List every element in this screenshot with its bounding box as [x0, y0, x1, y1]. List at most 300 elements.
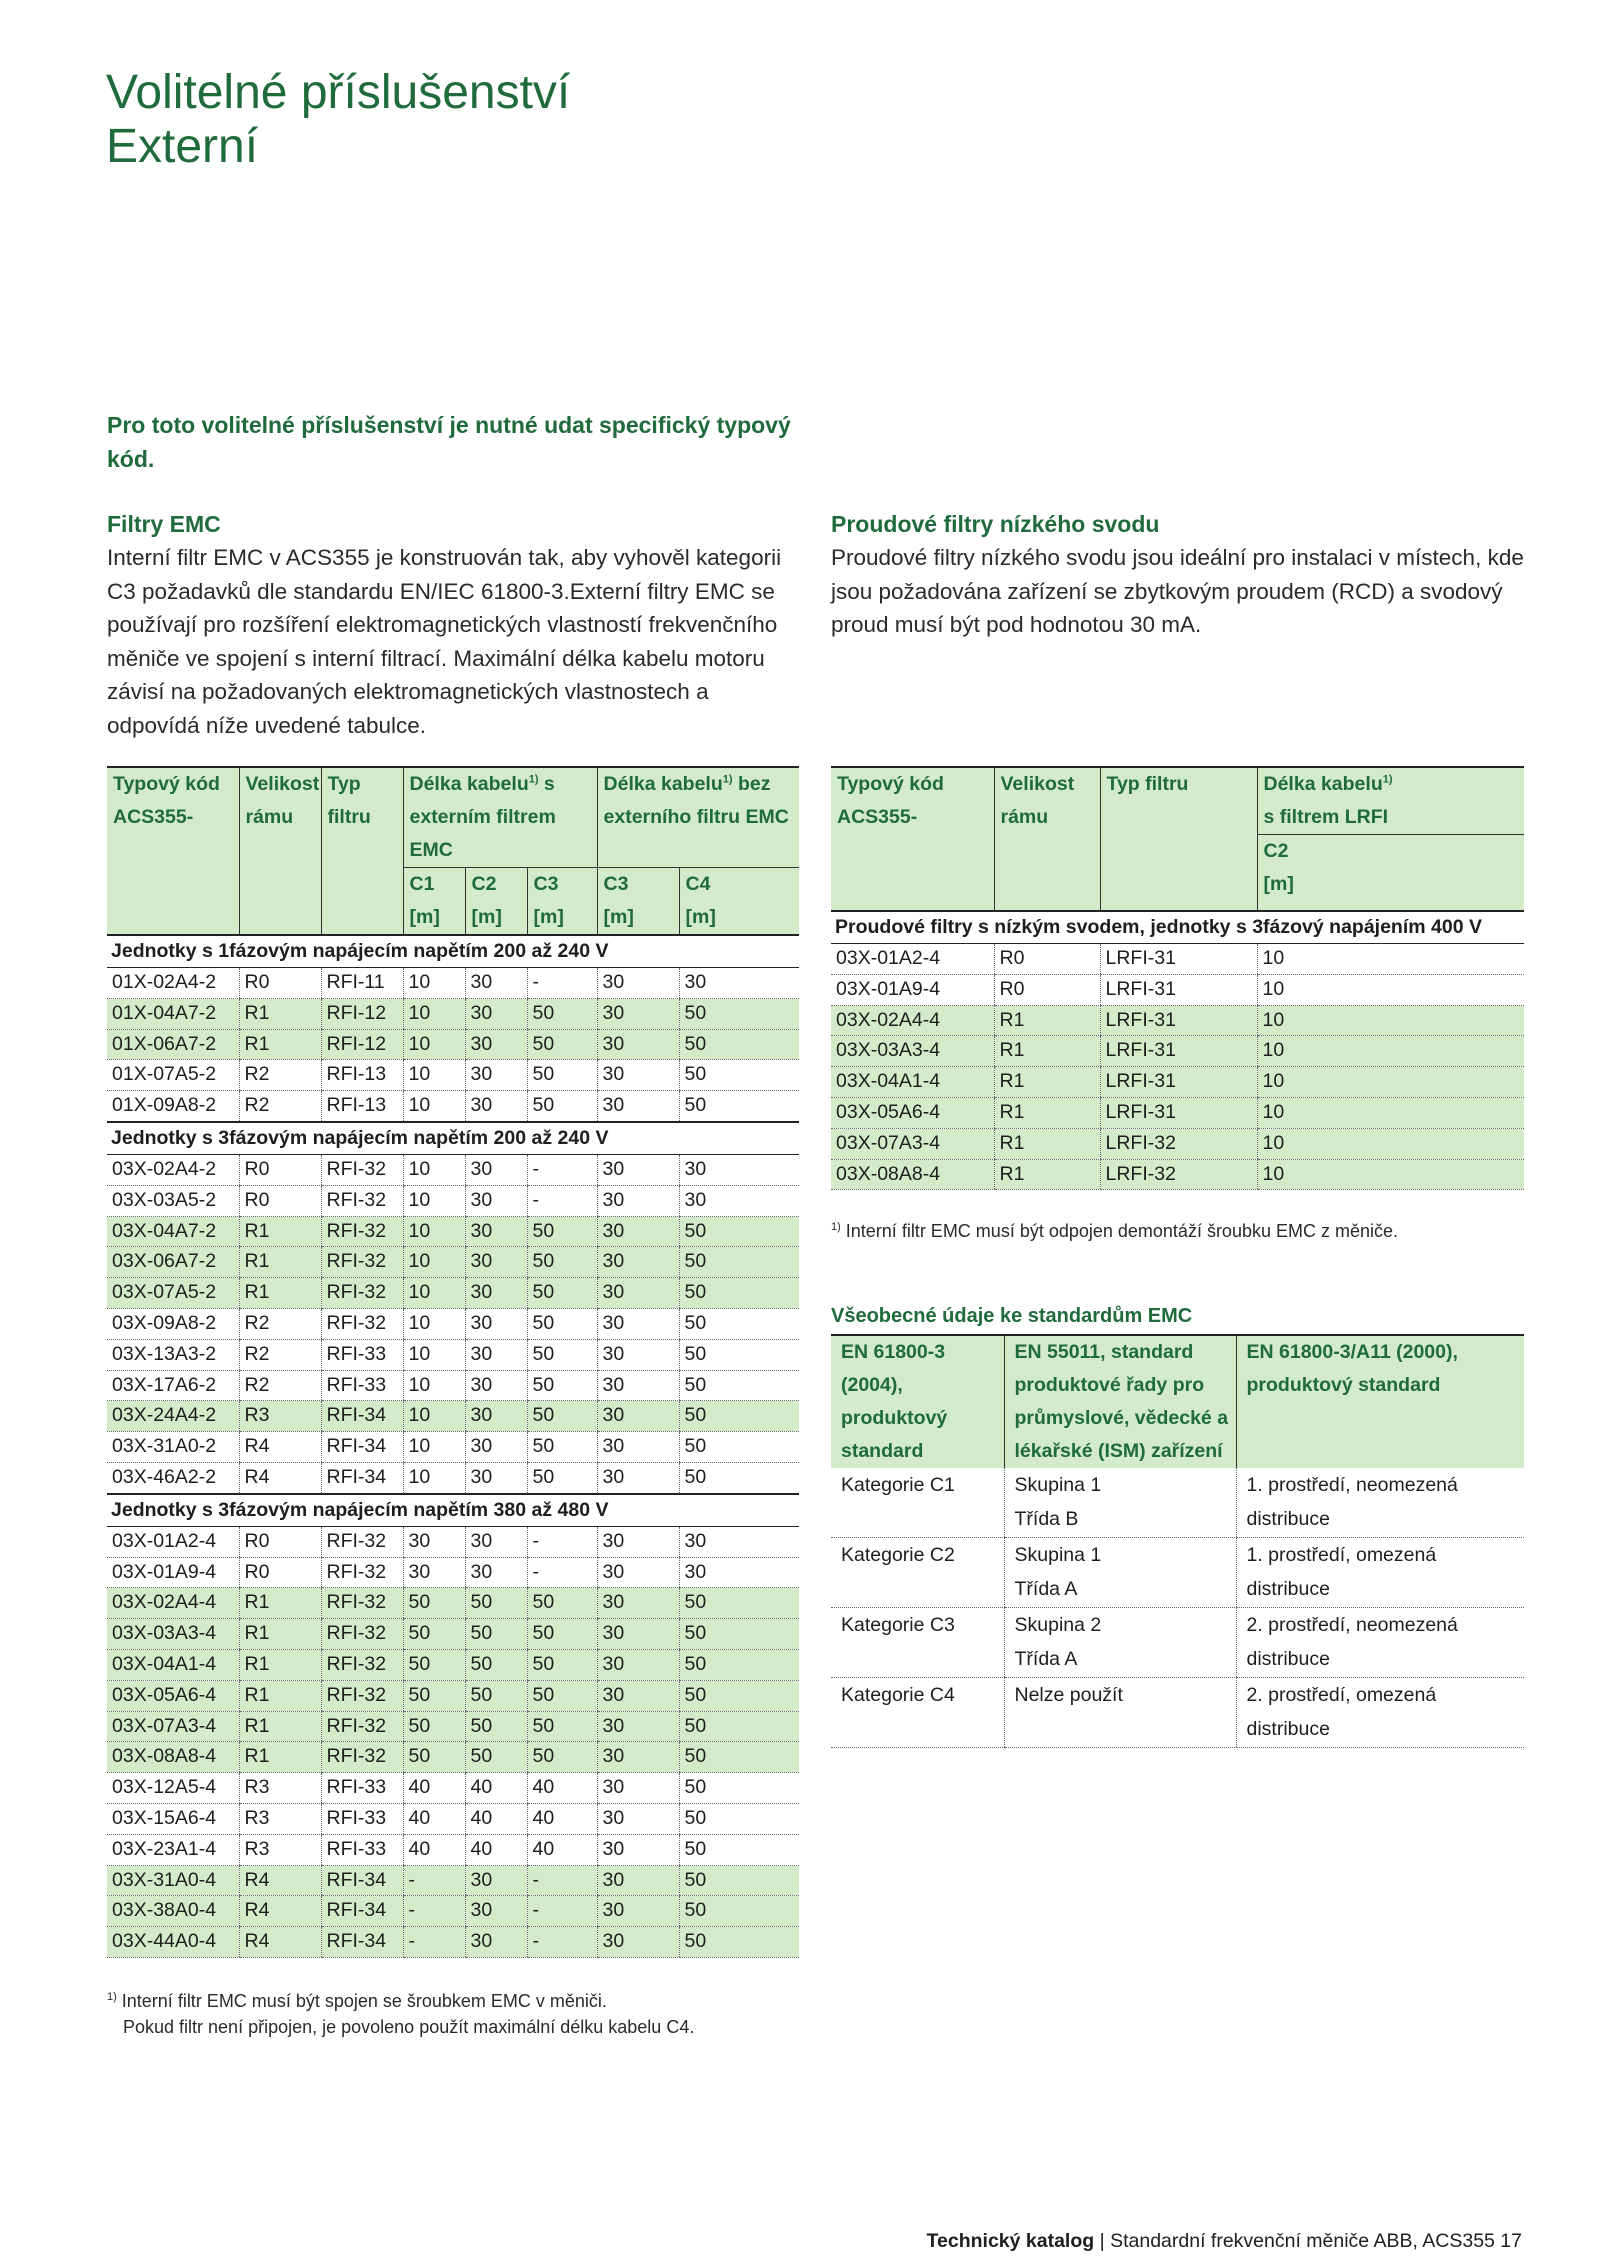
- table-cell: 50: [403, 1711, 465, 1742]
- emc-standards-table: [831, 1334, 1524, 1748]
- col-filter-type: Typ filtru: [1100, 767, 1257, 911]
- table-cell: 30: [679, 1557, 799, 1588]
- table-cell: 40: [527, 1803, 597, 1834]
- table-row: [831, 1036, 1524, 1067]
- table-cell: 50: [527, 1432, 597, 1463]
- table-cell: R3: [239, 1834, 321, 1865]
- table-cell: R1: [994, 1097, 1100, 1128]
- col-frame-size: Velikost rámu: [239, 767, 321, 935]
- table-cell: 10: [403, 1401, 465, 1432]
- table-cell: 50: [403, 1680, 465, 1711]
- table-row: [831, 1005, 1524, 1036]
- table-cell: 03X-15A6-4: [107, 1803, 239, 1834]
- table-cell: 30: [597, 1154, 679, 1185]
- table-cell: 30: [597, 1803, 679, 1834]
- col-c3-no-ext: C3 [m]: [597, 868, 679, 936]
- table-cell: 10: [403, 1154, 465, 1185]
- table-cell: 30: [597, 1185, 679, 1216]
- table-cell: 2. prostředí, neomezená distribuce: [1236, 1608, 1524, 1678]
- table-cell: 30: [465, 1247, 527, 1278]
- table-cell: 30: [597, 1029, 679, 1060]
- col-en61800-3: EN 61800-3 (2004), produktový standard: [831, 1335, 1004, 1468]
- table-cell: 40: [403, 1834, 465, 1865]
- table-cell: 01X-04A7-2: [107, 998, 239, 1029]
- table-cell: 50: [465, 1649, 527, 1680]
- table-cell: RFI-32: [321, 1154, 403, 1185]
- table-cell: 40: [465, 1834, 527, 1865]
- table-cell: Kategorie C2: [831, 1538, 1004, 1608]
- table-row: [107, 1154, 799, 1185]
- table-cell: 50: [679, 1865, 799, 1896]
- table-cell: 50: [403, 1742, 465, 1773]
- table-cell: 10: [1257, 1036, 1524, 1067]
- table-cell: 50: [527, 1588, 597, 1619]
- table-cell: 30: [465, 1370, 527, 1401]
- table-cell: 1. prostředí, omezená distribuce: [1236, 1538, 1524, 1608]
- table-cell: RFI-32: [321, 1619, 403, 1650]
- emc-group-title: Jednotky s 1fázovým napájecím napětím 200 až 240 V: [107, 935, 799, 968]
- table-cell: 10: [1257, 1128, 1524, 1159]
- table-cell: 50: [527, 1091, 597, 1122]
- table-cell: -: [527, 1927, 597, 1958]
- table-cell: R2: [239, 1060, 321, 1091]
- table-cell: RFI-12: [321, 1029, 403, 1060]
- table-cell: 03X-05A6-4: [107, 1680, 239, 1711]
- table-cell: 50: [465, 1711, 527, 1742]
- table-cell: RFI-32: [321, 1742, 403, 1773]
- table-cell: 50: [527, 1462, 597, 1493]
- table-cell: Skupina 2 Třída A: [1004, 1608, 1236, 1678]
- table-cell: R1: [239, 1029, 321, 1060]
- table-cell: 30: [597, 1773, 679, 1804]
- table-cell: 30: [465, 1339, 527, 1370]
- table-cell: RFI-32: [321, 1308, 403, 1339]
- table-cell: R2: [239, 1308, 321, 1339]
- table-cell: R1: [239, 1649, 321, 1680]
- table-row: [107, 1896, 799, 1927]
- table-cell: Nelze použít: [1004, 1678, 1236, 1748]
- table-cell: R2: [239, 1339, 321, 1370]
- table-cell: R0: [994, 974, 1100, 1005]
- table-cell: 50: [527, 1278, 597, 1309]
- table-cell: 30: [597, 1216, 679, 1247]
- table-cell: 10: [1257, 974, 1524, 1005]
- table-cell: 30: [679, 1526, 799, 1557]
- table-cell: RFI-32: [321, 1526, 403, 1557]
- table-cell: R1: [994, 1067, 1100, 1098]
- table-cell: 30: [597, 998, 679, 1029]
- table-cell: 10: [1257, 1159, 1524, 1190]
- table-cell: 10: [403, 1370, 465, 1401]
- table-cell: 30: [465, 1526, 527, 1557]
- table-cell: 03X-24A4-2: [107, 1401, 239, 1432]
- col-c2: C2 [m]: [465, 868, 527, 936]
- table-cell: 01X-09A8-2: [107, 1091, 239, 1122]
- table-row: [831, 1678, 1524, 1748]
- table-cell: 03X-08A8-4: [107, 1742, 239, 1773]
- table-row: [107, 1060, 799, 1091]
- col-type-code: Typový kód ACS355-: [831, 767, 994, 911]
- table-row: [831, 1159, 1524, 1190]
- table-cell: R0: [239, 1185, 321, 1216]
- table-cell: 03X-01A9-4: [107, 1557, 239, 1588]
- table-row: [831, 1468, 1524, 1538]
- table-row: [107, 1308, 799, 1339]
- table-row: [107, 1029, 799, 1060]
- table-cell: 03X-44A0-4: [107, 1927, 239, 1958]
- table-cell: 03X-01A2-4: [831, 944, 994, 975]
- table-cell: R0: [239, 1526, 321, 1557]
- table-cell: RFI-34: [321, 1432, 403, 1463]
- lrfi-heading: Proudové filtry nízkého svodu: [831, 511, 1160, 537]
- table-cell: RFI-33: [321, 1834, 403, 1865]
- table-cell: 10: [403, 1432, 465, 1463]
- table-cell: 30: [597, 1462, 679, 1493]
- table-cell: RFI-32: [321, 1649, 403, 1680]
- table-cell: R4: [239, 1432, 321, 1463]
- table-cell: 03X-07A5-2: [107, 1278, 239, 1309]
- col-frame-size: Velikost rámu: [994, 767, 1100, 911]
- table-row: [107, 1649, 799, 1680]
- table-cell: 30: [465, 1154, 527, 1185]
- col-filter-type: Typ filtru: [321, 767, 403, 935]
- table-cell: 30: [597, 1742, 679, 1773]
- table-cell: 30: [597, 1557, 679, 1588]
- table-cell: 50: [465, 1680, 527, 1711]
- page-title-line1: Volitelné příslušenství: [106, 66, 571, 119]
- table-cell: R2: [239, 1091, 321, 1122]
- table-cell: 30: [465, 1185, 527, 1216]
- table-cell: 01X-07A5-2: [107, 1060, 239, 1091]
- table-cell: RFI-33: [321, 1370, 403, 1401]
- table-cell: 30: [597, 1927, 679, 1958]
- page-title-line2: Externí: [106, 120, 259, 173]
- table-cell: 30: [465, 1278, 527, 1309]
- table-cell: 03X-04A1-4: [831, 1067, 994, 1098]
- table-cell: 50: [679, 1619, 799, 1650]
- table-row: [107, 1803, 799, 1834]
- table-cell: R1: [239, 1216, 321, 1247]
- table-cell: 50: [403, 1588, 465, 1619]
- table-cell: 40: [403, 1803, 465, 1834]
- table-row: [831, 974, 1524, 1005]
- table-cell: 50: [527, 1247, 597, 1278]
- table-cell: R1: [239, 998, 321, 1029]
- table-cell: 40: [527, 1773, 597, 1804]
- intro-note: Pro toto volitelné příslušenství je nutné udat specifický typový kód.: [107, 412, 791, 472]
- table-cell: 30: [403, 1526, 465, 1557]
- table-cell: 30: [465, 1029, 527, 1060]
- col-cable-length: Délka kabelu$^{1)}$ s filtrem LRFI: [1257, 767, 1524, 835]
- page-title: [106, 66, 570, 174]
- table-cell: RFI-34: [321, 1865, 403, 1896]
- table-cell: R4: [239, 1462, 321, 1493]
- table-cell: RFI-32: [321, 1185, 403, 1216]
- table-cell: 50: [679, 1432, 799, 1463]
- table-cell: R1: [239, 1588, 321, 1619]
- table-row: [107, 1185, 799, 1216]
- table-row: [107, 1091, 799, 1122]
- table-cell: LRFI-32: [1100, 1159, 1257, 1190]
- table-cell: 50: [527, 1619, 597, 1650]
- table-cell: 03X-04A1-4: [107, 1649, 239, 1680]
- table-cell: -: [527, 1557, 597, 1588]
- table-cell: 03X-03A5-2: [107, 1185, 239, 1216]
- table-cell: 50: [527, 1680, 597, 1711]
- table-cell: R4: [239, 1927, 321, 1958]
- table-cell: 30: [465, 1432, 527, 1463]
- table-cell: 30: [597, 1308, 679, 1339]
- table-cell: 50: [527, 1216, 597, 1247]
- table-cell: 30: [597, 1711, 679, 1742]
- col-c1: C1 [m]: [403, 868, 465, 936]
- col-c2: C2 [m]: [1257, 835, 1524, 912]
- table-cell: 03X-01A2-4: [107, 1526, 239, 1557]
- table-row: [107, 1680, 799, 1711]
- table-row: [107, 1557, 799, 1588]
- table-cell: 30: [465, 1462, 527, 1493]
- table-cell: 50: [679, 1834, 799, 1865]
- table-cell: 30: [597, 1588, 679, 1619]
- table-cell: -: [403, 1896, 465, 1927]
- table-cell: 50: [527, 1742, 597, 1773]
- table-cell: R3: [239, 1401, 321, 1432]
- table-cell: LRFI-31: [1100, 1097, 1257, 1128]
- table-row: [107, 998, 799, 1029]
- table-cell: Kategorie C1: [831, 1468, 1004, 1538]
- table-cell: 50: [679, 1742, 799, 1773]
- table-cell: 30: [597, 1401, 679, 1432]
- table-cell: LRFI-31: [1100, 1036, 1257, 1067]
- table-cell: R4: [239, 1865, 321, 1896]
- table-cell: 30: [597, 1278, 679, 1309]
- table-cell: 2. prostředí, omezená distribuce: [1236, 1678, 1524, 1748]
- table-cell: R4: [239, 1896, 321, 1927]
- table-cell: LRFI-31: [1100, 1067, 1257, 1098]
- table-cell: 03X-13A3-2: [107, 1339, 239, 1370]
- table-cell: Kategorie C3: [831, 1608, 1004, 1678]
- table-cell: -: [527, 1896, 597, 1927]
- table-cell: 30: [465, 1401, 527, 1432]
- emc-table-footnote: $^{1)}$ Interní filtr EMC musí být spojen se šroubkem EMC v měniči. Pokud filtr není připojen, je povoleno použít maximální délku kabelu C4.: [107, 1991, 695, 2037]
- table-row: [107, 1711, 799, 1742]
- table-cell: RFI-34: [321, 1896, 403, 1927]
- table-cell: 30: [597, 1896, 679, 1927]
- table-row: [107, 1588, 799, 1619]
- table-cell: 50: [679, 1803, 799, 1834]
- table-cell: RFI-33: [321, 1339, 403, 1370]
- table-cell: 10: [1257, 1005, 1524, 1036]
- table-cell: 30: [597, 1247, 679, 1278]
- table-cell: 30: [465, 1216, 527, 1247]
- table-row: [107, 1339, 799, 1370]
- table-cell: 30: [679, 1185, 799, 1216]
- table-cell: 10: [403, 1278, 465, 1309]
- table-cell: 03X-23A1-4: [107, 1834, 239, 1865]
- table-cell: 50: [527, 1308, 597, 1339]
- table-cell: 03X-04A7-2: [107, 1216, 239, 1247]
- table-cell: RFI-32: [321, 1711, 403, 1742]
- table-cell: 30: [597, 1865, 679, 1896]
- table-cell: LRFI-31: [1100, 1005, 1257, 1036]
- table-cell: 50: [679, 1247, 799, 1278]
- emc-standards-heading: Všeobecné údaje ke standardům EMC: [831, 1305, 1193, 1327]
- table-cell: RFI-32: [321, 1216, 403, 1247]
- table-cell: R1: [994, 1159, 1100, 1190]
- table-cell: RFI-32: [321, 1247, 403, 1278]
- table-cell: 03X-02A4-4: [831, 1005, 994, 1036]
- table-row: [107, 1432, 799, 1463]
- table-cell: 30: [597, 1370, 679, 1401]
- table-cell: 50: [679, 1308, 799, 1339]
- col-cable-length-no-ext: Délka kabelu$^{1)}$ bez externího filtru EMC: [597, 767, 799, 868]
- table-cell: 50: [527, 1029, 597, 1060]
- table-row: [831, 1538, 1524, 1608]
- emc-heading: Filtry EMC: [107, 511, 221, 537]
- table-cell: 03X-31A0-2: [107, 1432, 239, 1463]
- lrfi-group-title: Proudové filtry s nízkým svodem, jednotky s 3fázový napájením 400 V: [831, 911, 1524, 944]
- table-cell: 01X-02A4-2: [107, 968, 239, 999]
- table-cell: 30: [465, 968, 527, 999]
- table-cell: R1: [239, 1247, 321, 1278]
- table-row: [107, 1742, 799, 1773]
- table-row: [107, 1834, 799, 1865]
- table-cell: RFI-32: [321, 1278, 403, 1309]
- table-cell: 03X-05A6-4: [831, 1097, 994, 1128]
- table-cell: 50: [679, 1711, 799, 1742]
- table-cell: R0: [239, 1557, 321, 1588]
- table-cell: 30: [465, 998, 527, 1029]
- table-cell: 40: [465, 1803, 527, 1834]
- table-cell: 30: [465, 1060, 527, 1091]
- table-cell: 50: [679, 1401, 799, 1432]
- table-cell: -: [527, 1185, 597, 1216]
- table-cell: RFI-33: [321, 1803, 403, 1834]
- table-cell: 50: [679, 1216, 799, 1247]
- table-cell: 50: [465, 1742, 527, 1773]
- table-cell: 50: [679, 1278, 799, 1309]
- table-cell: R3: [239, 1803, 321, 1834]
- table-cell: 10: [403, 1462, 465, 1493]
- table-cell: 50: [527, 1370, 597, 1401]
- table-cell: 50: [679, 1680, 799, 1711]
- table-cell: 01X-06A7-2: [107, 1029, 239, 1060]
- table-cell: 03X-38A0-4: [107, 1896, 239, 1927]
- table-cell: 10: [1257, 1097, 1524, 1128]
- table-row: [107, 1619, 799, 1650]
- table-cell: 03X-46A2-2: [107, 1462, 239, 1493]
- emc-group-title: Jednotky s 3fázovým napájecím napětím 200 až 240 V: [107, 1122, 799, 1155]
- col-c3-ext: C3 [m]: [527, 868, 597, 936]
- table-cell: 50: [679, 1091, 799, 1122]
- table-cell: 30: [597, 1339, 679, 1370]
- table-cell: 03X-02A4-2: [107, 1154, 239, 1185]
- table-cell: -: [403, 1865, 465, 1896]
- table-cell: 50: [679, 1927, 799, 1958]
- table-cell: 40: [465, 1773, 527, 1804]
- table-cell: 50: [679, 1773, 799, 1804]
- table-cell: -: [527, 1526, 597, 1557]
- table-cell: 50: [403, 1649, 465, 1680]
- table-cell: 30: [597, 1432, 679, 1463]
- table-cell: 30: [597, 1649, 679, 1680]
- table-cell: 30: [597, 1834, 679, 1865]
- table-cell: 30: [597, 1526, 679, 1557]
- table-cell: 30: [597, 1680, 679, 1711]
- lrfi-table-footnote: $^{1)}$ Interní filtr EMC musí být odpojen demontáží šroubku EMC z měniče.: [831, 1221, 1399, 1241]
- table-cell: RFI-13: [321, 1091, 403, 1122]
- page-footer: Technický katalog | Standardní frekvenční měniče ABB, ACS355 17: [926, 2230, 1522, 2252]
- table-row: [831, 1067, 1524, 1098]
- table-cell: 50: [527, 1401, 597, 1432]
- table-row: [107, 1773, 799, 1804]
- table-cell: 10: [403, 1308, 465, 1339]
- table-row: [107, 1865, 799, 1896]
- table-cell: 30: [465, 1308, 527, 1339]
- table-cell: LRFI-32: [1100, 1128, 1257, 1159]
- table-cell: 03X-08A8-4: [831, 1159, 994, 1190]
- table-row: [107, 1247, 799, 1278]
- col-type-code: Typový kód ACS355-: [107, 767, 239, 935]
- table-cell: -: [527, 1154, 597, 1185]
- table-cell: 30: [465, 1091, 527, 1122]
- table-cell: 50: [679, 1060, 799, 1091]
- table-cell: 50: [527, 998, 597, 1029]
- table-cell: RFI-32: [321, 1557, 403, 1588]
- table-cell: R3: [239, 1773, 321, 1804]
- table-cell: 50: [465, 1619, 527, 1650]
- table-cell: 30: [465, 1557, 527, 1588]
- table-cell: 30: [679, 1154, 799, 1185]
- table-cell: 30: [597, 968, 679, 999]
- table-cell: R0: [239, 968, 321, 999]
- table-cell: 03X-07A3-4: [107, 1711, 239, 1742]
- table-cell: R1: [994, 1036, 1100, 1067]
- table-cell: 30: [465, 1896, 527, 1927]
- table-cell: 50: [403, 1619, 465, 1650]
- table-cell: 03X-07A3-4: [831, 1128, 994, 1159]
- table-cell: 03X-31A0-4: [107, 1865, 239, 1896]
- table-cell: 50: [679, 1462, 799, 1493]
- table-cell: R1: [994, 1128, 1100, 1159]
- table-cell: 30: [465, 1927, 527, 1958]
- emc-filter-table: [107, 766, 799, 1958]
- table-row: [831, 1097, 1524, 1128]
- table-cell: 03X-02A4-4: [107, 1588, 239, 1619]
- lrfi-text: Proudové filtry nízkého svodu jsou ideální pro instalaci v místech, kde jsou požadována zařízení se zbytkovým proudem (RCD) a svodový proud musí být pod hodnotou 30 mA.: [831, 545, 1524, 638]
- table-cell: 10: [403, 1091, 465, 1122]
- table-cell: 10: [1257, 944, 1524, 975]
- table-cell: 10: [1257, 1067, 1524, 1098]
- table-row: [107, 1216, 799, 1247]
- table-row: [107, 1462, 799, 1493]
- table-cell: 50: [679, 1339, 799, 1370]
- table-cell: 50: [679, 998, 799, 1029]
- table-cell: 40: [527, 1834, 597, 1865]
- table-cell: 50: [527, 1711, 597, 1742]
- table-cell: -: [527, 1865, 597, 1896]
- table-cell: RFI-32: [321, 1680, 403, 1711]
- table-cell: R0: [239, 1154, 321, 1185]
- table-cell: 50: [527, 1339, 597, 1370]
- table-cell: R0: [994, 944, 1100, 975]
- table-cell: 10: [403, 1247, 465, 1278]
- table-cell: Kategorie C4: [831, 1678, 1004, 1748]
- table-cell: 50: [527, 1060, 597, 1091]
- table-cell: R2: [239, 1370, 321, 1401]
- table-cell: RFI-34: [321, 1462, 403, 1493]
- table-cell: R1: [239, 1680, 321, 1711]
